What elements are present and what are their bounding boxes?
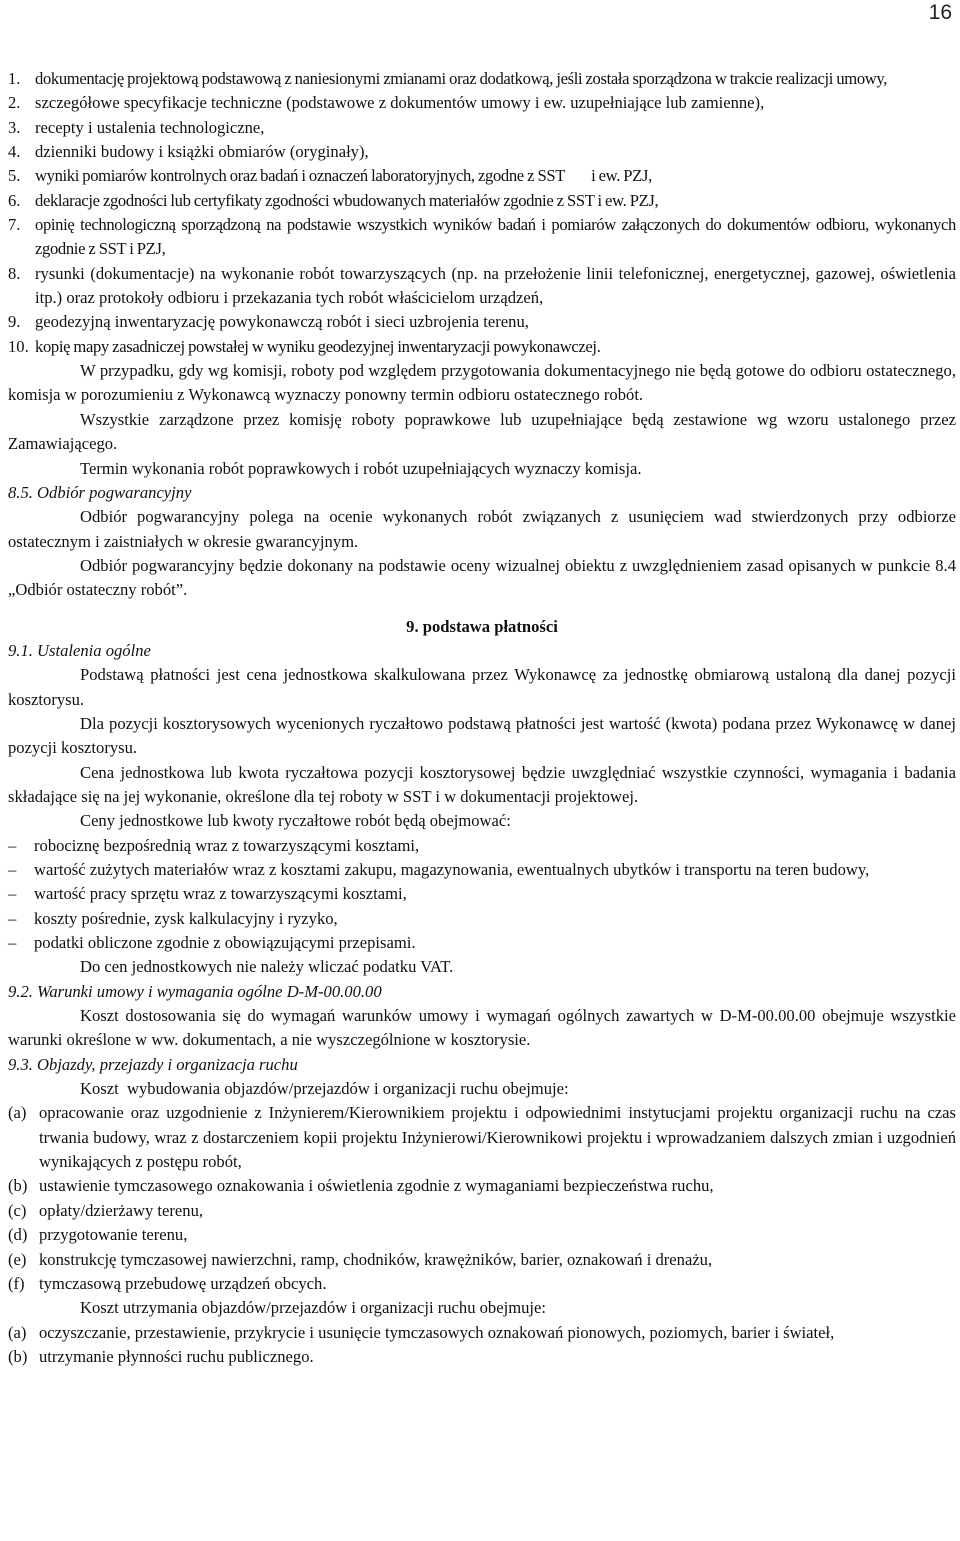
list-item: [8, 931, 956, 955]
list-text: rysunki (dokumentacje) na wykonanie robót towarzyszących (np. na przełożenie linii telefonicznej, energetycznej, gazowej, oświetlenia itp.) oraz protokoły odbioru i przekazania tych robót właścicielom urządzeń,: [35, 263, 956, 308]
list-text: utrzymanie płynności ruchu publicznego.: [39, 1346, 314, 1366]
list-item: [8, 858, 956, 882]
paragraph: Podstawą płatności jest cena jednostkowa skalkulowana przez Wykonawcę za jednostkę obmiarową ustaloną dla danej pozycji kosztorysu.: [8, 665, 956, 709]
list-number: 4.: [8, 142, 21, 162]
list-number: 3.: [8, 117, 21, 137]
list-label: (a): [8, 1103, 27, 1123]
list-number: 9.: [8, 312, 21, 332]
list-text: opłaty/dzierżawy terenu,: [39, 1200, 204, 1220]
list-number: 8.: [8, 263, 21, 283]
list-item: [8, 67, 956, 91]
document-body: [8, 67, 956, 1369]
list-text: przygotowanie terenu,: [39, 1225, 188, 1245]
paragraph: Odbiór pogwarancyjny będzie dokonany na podstawie oceny wizualnej obiektu z uwzględnieniem zasad opisanych w punkcie 8.4 „Odbiór ostateczny robót”.: [8, 555, 956, 600]
list-item: [8, 262, 956, 311]
list-item: [8, 1174, 956, 1198]
page-number: 16: [928, 1, 952, 24]
paragraph: Koszt utrzymania objazdów/przejazdów i organizacji ruchu obejmuje:: [80, 1298, 546, 1318]
dash-bullet: –: [8, 884, 17, 904]
dash-bullet: –: [8, 835, 17, 855]
paragraph: Odbiór pogwarancyjny polega na ocenie wykonanych robót związanych z usunięciem wad stwierdzonych przy odbiorze ostatecznym i zaistniałych w okresie gwarancyjnym.: [8, 507, 956, 551]
list-label: (d): [8, 1225, 28, 1245]
paragraph: Dla pozycji kosztorysowych wycenionych ryczałtowo podstawą płatności jest wartość (kwota) podana przez Wykonawcę w danej pozycji kosztorysu.: [8, 713, 956, 758]
list-number: 7.: [8, 215, 21, 235]
list-label: (a): [8, 1322, 27, 1342]
list-item: [8, 91, 956, 115]
section-heading-8-5: 8.5. Odbiór pogwarancyjny: [8, 482, 192, 502]
list-label: (c): [8, 1200, 27, 1220]
list-item: [8, 1345, 956, 1369]
list-text: dokumentację projektową podstawową z naniesionymi zmianami oraz dodatkową, jeśli została sporządzona w trakcie realizacji umowy,: [35, 69, 888, 88]
list-text: koszty pośrednie, zysk kalkulacyjny i ryzyko,: [34, 908, 338, 928]
list-text: wartość pracy sprzętu wraz z towarzyszącymi kosztami,: [34, 884, 407, 904]
list-item: [8, 1248, 956, 1272]
list-number: 5.: [8, 166, 21, 186]
list-item: [8, 882, 956, 906]
paragraph: Koszt dostosowania się do wymagań warunków umowy i wymagań ogólnych zawartych w D-M-00.00.00 obejmuje wszystkie warunki określone w ww. dokumentach, a nie wyszczególnione w kosztorysie.: [8, 1006, 956, 1050]
list-text: podatki obliczone zgodnie z obowiązującymi przepisami.: [34, 933, 416, 953]
acceptance-documents-list: [8, 67, 956, 359]
price-components-list: [8, 834, 956, 956]
list-text: opinię technologiczną sporządzoną na podstawie wszystkich wyników badań i pomiarów załączonych do dokumentów odbioru, wykonanych zgodnie z SST i PZJ,: [35, 215, 956, 259]
list-text: geodezyjną inwentaryzację powykonawczą robót i sieci uzbrojenia terenu,: [35, 312, 529, 332]
list-item: [8, 310, 956, 334]
list-label: (e): [8, 1249, 27, 1269]
paragraph: W przypadku, gdy wg komisji, roboty pod względem przygotowania dokumentacyjnego nie będą gotowe do odbioru ostatecznego, komisja w porozumieniu z Wykonawcą wyznaczy ponowny termin odbioru ostatecznego robót.: [8, 361, 956, 405]
dash-bullet: –: [8, 933, 17, 953]
list-text: oczyszczanie, przestawienie, przykrycie i usunięcie tymczasowych oznakowań pionowych, poziomych, barier i świateł,: [39, 1322, 835, 1342]
list-text: ustawienie tymczasowego oznakowania i oświetlenia zgodnie z wymaganiami bezpieczeństwa ruchu,: [39, 1176, 714, 1196]
list-item: [8, 213, 956, 262]
list-item: [8, 1101, 956, 1174]
section-title-9: 9. podstawa płatności: [406, 616, 558, 636]
section-heading-9-2: 9.2. Warunki umowy i wymagania ogólne D-M-00.00.00: [8, 981, 382, 1001]
detour-build-cost-list: [8, 1101, 956, 1296]
list-number: 1.: [8, 69, 21, 88]
detour-maintenance-cost-list: [8, 1321, 956, 1370]
list-number: 2.: [8, 93, 21, 113]
dash-bullet: –: [8, 860, 17, 879]
list-text: deklaracje zgodności lub certyfikaty zgodności wbudowanych materiałów zgodnie z SST i ew. PZJ,: [35, 190, 659, 210]
list-item: [8, 140, 956, 164]
list-text: wyniki pomiarów kontrolnych oraz badań i oznaczeń laboratoryjnych, zgodne z SST i ew. PZJ,: [35, 166, 652, 186]
paragraph: Termin wykonania robót poprawkowych i robót uzupełniających wyznaczy komisja.: [80, 458, 642, 478]
list-item: [8, 834, 956, 858]
list-item: [8, 335, 956, 359]
list-text: szczegółowe specyfikacje techniczne (podstawowe z dokumentów umowy i ew. uzupełniające lub zamienne),: [35, 93, 765, 113]
list-text: recepty i ustalenia technologiczne,: [35, 117, 265, 137]
list-item: [8, 1223, 956, 1247]
list-text: dzienniki budowy i książki obmiarów (oryginały),: [35, 142, 369, 162]
paragraph: Koszt wybudowania objazdów/przejazdów i organizacji ruchu obejmuje:: [80, 1079, 569, 1099]
list-item: [8, 1272, 956, 1296]
list-item: [8, 164, 956, 188]
list-text: tymczasową przebudowę urządzeń obcych.: [39, 1273, 327, 1293]
list-text: wartość zużytych materiałów wraz z kosztami zakupu, magazynowania, ewentualnych ubytków i transportu na teren budowy,: [34, 860, 870, 879]
list-item: [8, 1199, 956, 1223]
paragraph: Do cen jednostkowych nie należy wliczać podatku VAT.: [80, 957, 454, 977]
paragraph: Ceny jednostkowe lub kwoty ryczałtowe robót będą obejmować:: [80, 811, 511, 831]
list-label: (b): [8, 1176, 28, 1196]
list-text: robociznę bezpośrednią wraz z towarzyszącymi kosztami,: [34, 835, 420, 855]
dash-bullet: –: [8, 908, 17, 928]
list-item: [8, 907, 956, 931]
list-number: 6.: [8, 190, 21, 210]
list-item: [8, 116, 956, 140]
list-number: 10.: [8, 336, 29, 356]
list-label: (b): [8, 1346, 28, 1366]
list-text: opracowanie oraz uzgodnienie z Inżynierem/Kierownikiem projektu i odpowiednimi instytucjami projektu organizacji ruchu na czas trwania budowy, wraz z dostarczeniem kopii projektu Inżynierowi/Kierownikowi projektu i wprowadzaniem dalszych zmian i uzgodnień wynikających z postępu robót,: [39, 1103, 956, 1172]
list-text: konstrukcję tymczasowej nawierzchni, ramp, chodników, krawężników, barier, oznakowań i drenażu,: [39, 1249, 713, 1269]
section-heading-9-3: 9.3. Objazdy, przejazdy i organizacja ruchu: [8, 1054, 298, 1074]
section-heading-9-1: 9.1. Ustalenia ogólne: [8, 640, 151, 660]
list-item: [8, 1321, 956, 1345]
paragraph: Wszystkie zarządzone przez komisję roboty poprawkowe lub uzupełniające będą zestawione wg wzoru ustalonego przez Zamawiającego.: [8, 409, 956, 454]
paragraph: Cena jednostkowa lub kwota ryczałtowa pozycji kosztorysowej będzie uwzględniać wszystkie czynności, wymagania i badania składające się na jej wykonanie, określone dla tej roboty w SST i w dokumentacji projektowej.: [8, 762, 956, 806]
list-item: [8, 189, 956, 213]
list-text: kopię mapy zasadniczej powstałej w wyniku geodezyjnej inwentaryzacji powykonawczej.: [35, 336, 601, 356]
list-label: (f): [8, 1273, 25, 1293]
